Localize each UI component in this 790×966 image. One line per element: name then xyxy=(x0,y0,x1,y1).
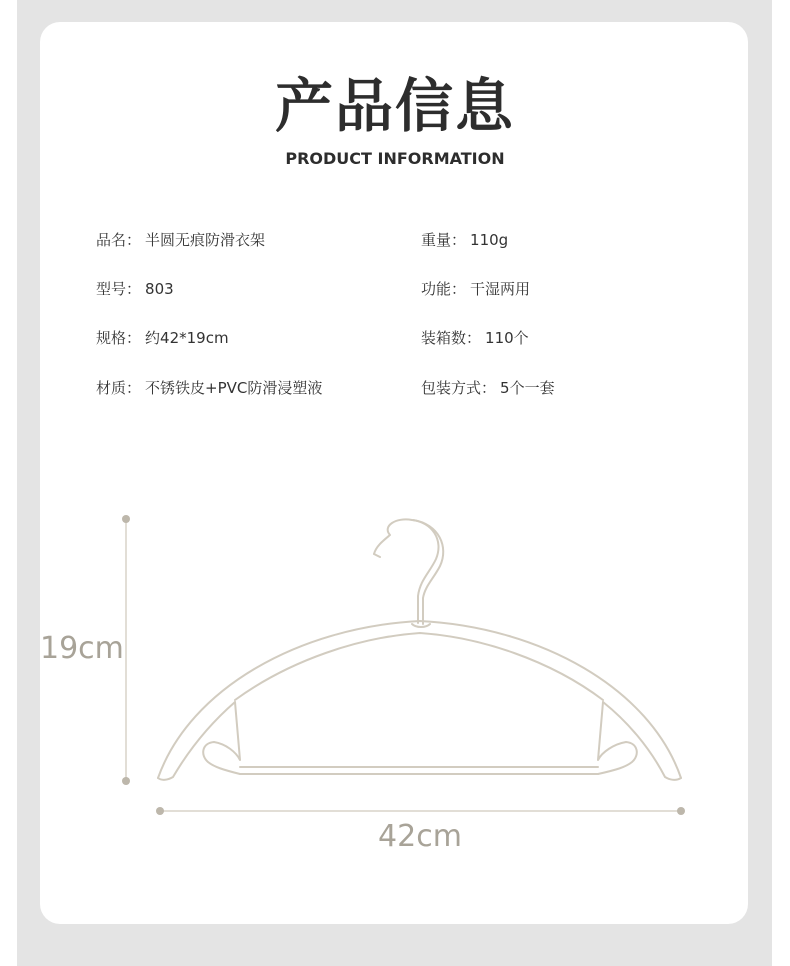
width-label: 42cm xyxy=(378,819,462,854)
spec-material-value: 不锈铁皮+PVC防滑浸塑液 xyxy=(145,379,323,397)
hanger-illustration xyxy=(158,519,681,779)
hanger-right-notch xyxy=(598,702,637,774)
hanger-left-notch xyxy=(203,702,240,774)
hanger-left-end xyxy=(158,702,235,780)
height-label: 19cm xyxy=(40,631,124,666)
hanger-inner-arc xyxy=(235,633,603,700)
spec-packing-label: 包装方式 xyxy=(421,379,482,397)
spec-carton-value: 110个 xyxy=(485,329,529,347)
spec-carton-label: 装箱数 xyxy=(421,329,467,347)
spec-name-value: 半圆无痕防滑衣架 xyxy=(145,231,266,249)
spec-weight-sep: ： xyxy=(451,231,467,249)
spec-name-sep: ： xyxy=(126,231,142,249)
page-subtitle: PRODUCT INFORMATION xyxy=(285,149,505,168)
spec-weight-value: 110g xyxy=(470,231,509,249)
spec-packing-sep: ： xyxy=(481,379,497,397)
height-dimension-bottom-dot xyxy=(122,777,130,785)
spec-name-label: 品名 xyxy=(96,231,127,249)
height-dimension-top-dot xyxy=(122,515,130,523)
hanger-hook-tip xyxy=(374,554,380,557)
spec-size-sep: ： xyxy=(126,329,142,347)
spec-function-sep: ： xyxy=(451,280,467,298)
spec-size-label: 规格 xyxy=(96,329,127,347)
page-title: 产品信息 xyxy=(274,72,515,140)
spec-model-sep: ： xyxy=(126,280,142,298)
hanger-hook xyxy=(374,519,439,623)
spec-carton-sep: ： xyxy=(466,329,482,347)
spec-material-label: 材质 xyxy=(96,379,127,397)
spec-material-sep: ： xyxy=(126,379,142,397)
spec-size-value: 约42*19cm xyxy=(145,329,229,347)
width-dimension-right-dot xyxy=(677,807,685,815)
width-dimension-left-dot xyxy=(156,807,164,815)
spec-function-label: 功能 xyxy=(421,280,452,298)
spec-model-label: 型号 xyxy=(96,280,127,298)
hanger-collar xyxy=(412,624,430,627)
spec-weight-label: 重量 xyxy=(421,231,452,249)
spec-model-value: 803 xyxy=(145,280,174,298)
spec-packing-value: 5个一套 xyxy=(500,379,555,397)
spec-function-value: 干湿两用 xyxy=(470,280,531,298)
